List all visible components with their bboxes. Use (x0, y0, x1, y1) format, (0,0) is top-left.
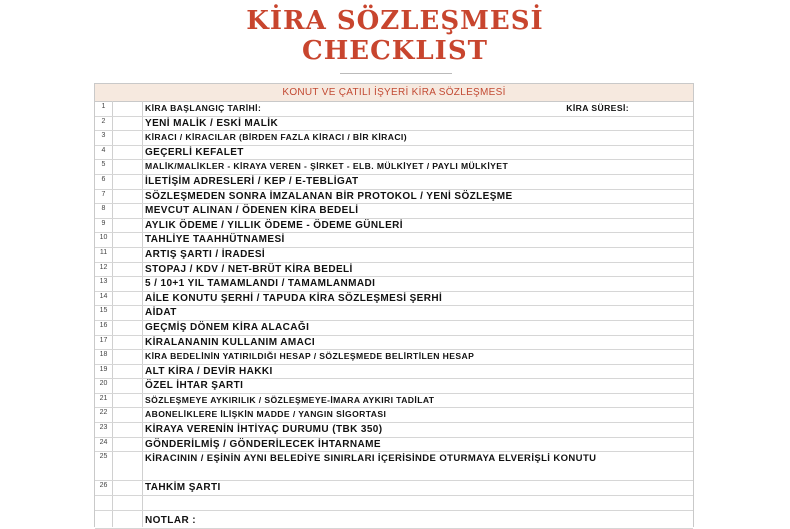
checklist-item-text: AİDAT (145, 307, 177, 319)
table-row (95, 350, 693, 365)
table-row (95, 321, 693, 336)
table-row (95, 277, 693, 292)
checklist-item-text: TAHKİM ŞARTI (145, 482, 221, 494)
table-row (95, 248, 693, 263)
table-row (95, 102, 693, 117)
row-number: 16 (99, 321, 108, 329)
checklist-item-text: KİRACI / KİRACILAR (BİRDEN FAZLA KİRACI / BİR KİRACI) (145, 132, 407, 143)
table-row (95, 481, 693, 496)
row-number: 1 (101, 103, 106, 110)
document-title-line2: CHECKLIST (302, 36, 488, 66)
table-row (95, 233, 693, 248)
table-row (95, 175, 693, 190)
blank-row (95, 496, 693, 511)
start-date-label: KİRA BAŞLANGIÇ TARİHİ: (145, 103, 262, 113)
table-row (95, 263, 693, 278)
title-divider (340, 73, 452, 74)
checklist-item-text: ARTIŞ ŞARTI / İRADESİ (145, 248, 266, 260)
row-number: 2 (101, 117, 106, 125)
row-number: 3 (101, 132, 106, 140)
checklist-item-text: ÖZEL İHTAR ŞARTI (145, 380, 244, 392)
table-row (95, 160, 693, 175)
row-number: 8 (101, 205, 106, 213)
row-number: 13 (99, 278, 108, 286)
table-header: KONUT VE ÇATILI İŞYERİ KİRA SÖZLEŞMESİ (95, 84, 693, 102)
table-row (95, 379, 693, 394)
row-number: 11 (99, 248, 108, 256)
checklist-item-text: GEÇERLİ KEFALET (145, 146, 244, 158)
notes-label: NOTLAR : (145, 514, 196, 526)
checklist-item-text: AİLE KONUTU ŞERHİ / TAPUDA KİRA SÖZLEŞMESİ ŞERHİ (145, 292, 443, 304)
document-title-line1: KİRA SÖZLEŞMESİ (246, 6, 544, 36)
row-number: 19 (99, 365, 108, 373)
row-number: 4 (101, 146, 106, 154)
checklist-item-text: KİRAYA VERENİN İHTİYAÇ DURUMU (TBK 350) (145, 424, 383, 436)
checklist-item-text: STOPAJ / KDV / NET-BRÜT KİRA BEDELİ (145, 263, 353, 275)
checklist-item-text: MEVCUT ALINAN / ÖDENEN KİRA BEDELİ (145, 205, 359, 217)
table-row (95, 219, 693, 234)
table-row (95, 131, 693, 146)
checklist-item-text: KİRACININ / EŞİNİN AYNI BELEDİYE SINIRLARI İÇERİSİNDE OTURMAYA ELVERİŞLİ KONUTU (145, 453, 597, 465)
table-row (95, 423, 693, 438)
row-number: 17 (99, 336, 108, 344)
row-number: 7 (101, 190, 106, 198)
checklist-item-text: GÖNDERİLMİŞ / GÖNDERİLECEK İHTARNAME (145, 438, 381, 450)
duration-label: KİRA SÜRESİ: (566, 103, 629, 113)
table-row (95, 146, 693, 161)
row-number: 6 (101, 175, 106, 183)
row-number: 5 (101, 161, 106, 169)
checklist-table (94, 83, 694, 527)
table-row (95, 452, 693, 481)
checklist-item-text: SÖZLEŞMEDEN SONRA İMZALANAN BİR PROTOKOL / YENİ SÖZLEŞME (145, 190, 513, 202)
row-number: 21 (99, 394, 108, 402)
checklist-item-text: SÖZLEŞMEYE AYKIRILIK / SÖZLEŞMEYE-İMARA AYKIRI TADİLAT (145, 394, 435, 405)
table-row (95, 190, 693, 205)
table-row (95, 306, 693, 321)
row-number: 26 (99, 482, 108, 490)
table-row (95, 117, 693, 132)
row-number: 15 (99, 307, 108, 315)
row-number: 10 (99, 234, 108, 242)
row-number: 18 (99, 351, 108, 359)
table-row (95, 292, 693, 307)
table-row (95, 204, 693, 219)
row-number: 24 (99, 438, 108, 446)
row-number: 12 (99, 263, 108, 271)
table-row (95, 394, 693, 409)
row-number: 9 (101, 219, 106, 227)
table-row (95, 336, 693, 351)
row-number: 20 (99, 380, 108, 388)
table-row (95, 408, 693, 423)
checklist-item-text: MALİK/MALİKLER - KİRAYA VEREN - ŞİRKET - ELB. MÜLKİYET / PAYLI MÜLKİYET (145, 161, 509, 172)
table-row (95, 365, 693, 380)
checklist-item-text: KİRALANANIN KULLANIM AMACI (145, 336, 316, 348)
row-number: 22 (99, 409, 108, 417)
table-row (95, 438, 693, 453)
notes-row (95, 511, 693, 529)
row-number: 14 (99, 292, 108, 300)
checklist-item-text: KİRA BEDELİNİN YATIRILDIĞI HESAP / SÖZLEŞMEDE BELİRTİLEN HESAP (145, 351, 475, 362)
checklist-item-text: ALT KİRA / DEVİR HAKKI (145, 365, 273, 377)
checklist-item-text: AYLIK ÖDEME / YILLIK ÖDEME - ÖDEME GÜNLERİ (145, 219, 403, 231)
checklist-item-text: YENİ MALİK / ESKİ MALİK (145, 117, 279, 129)
row-number: 25 (99, 453, 108, 461)
checklist-item-text: ABONELİKLERE İLİŞKİN MADDE / YANGIN SİGORTASI (145, 409, 387, 420)
checklist-item-text: İLETİŞİM ADRESLERİ / KEP / E-TEBLİGAT (145, 175, 359, 187)
row-number: 23 (99, 424, 108, 432)
checklist-item-text: 5 / 10+1 YIL TAMAMLANDI / TAMAMLANMADI (145, 278, 376, 290)
checklist-rows (95, 102, 693, 529)
checklist-item-text: GEÇMİŞ DÖNEM KİRA ALACAĞI (145, 321, 310, 333)
checklist-item-text: TAHLİYE TAAHHÜTNAMESİ (145, 234, 285, 246)
